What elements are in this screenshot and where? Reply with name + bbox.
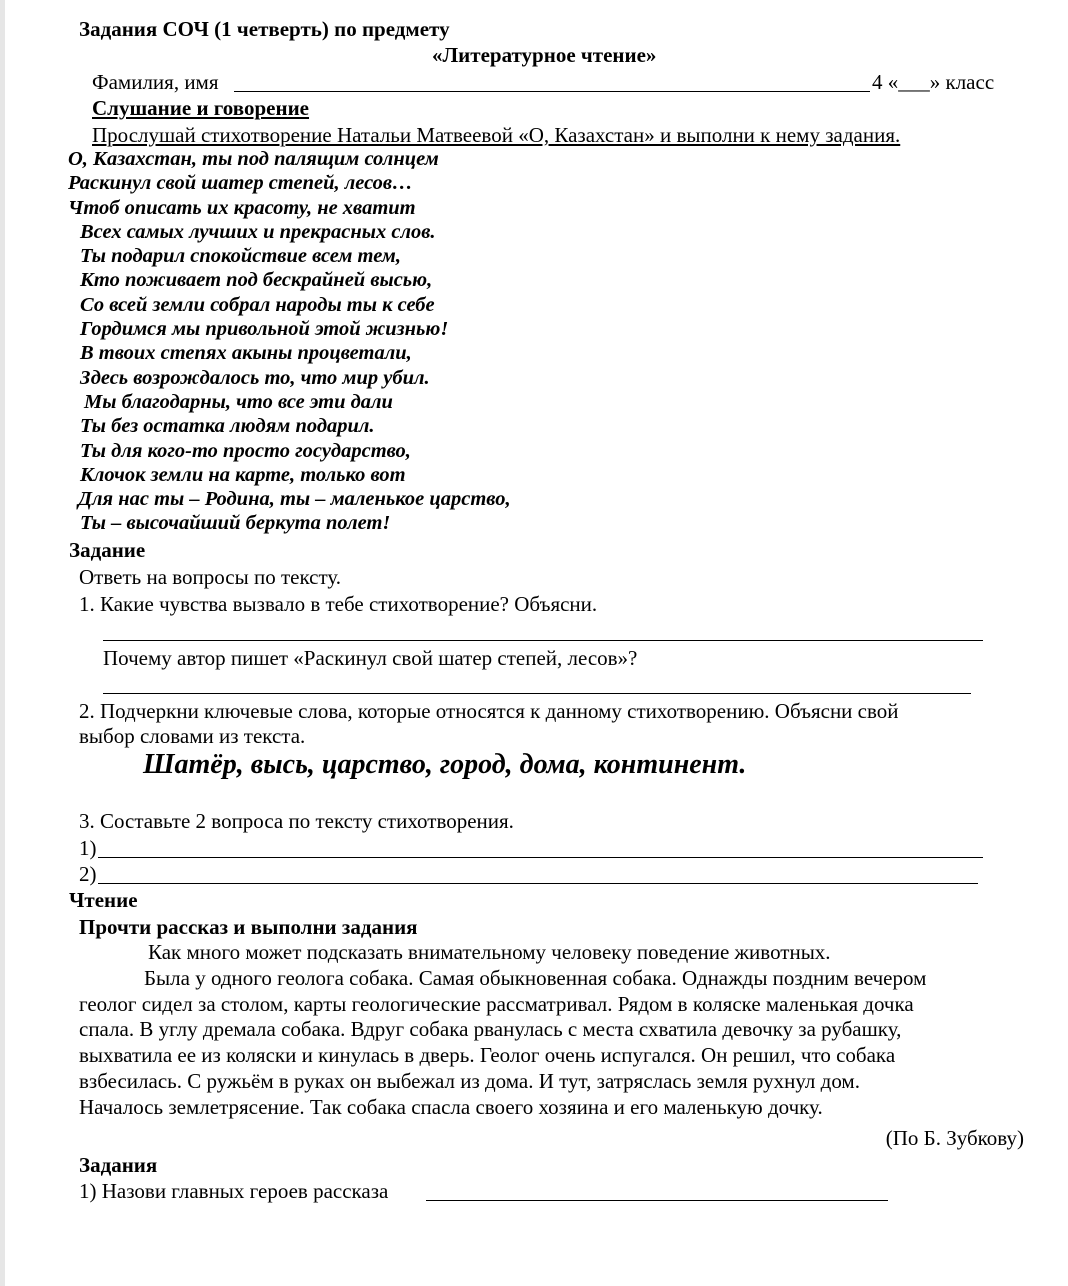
story-line: геолог сидел за столом, карты геологические рассматривал. Рядом в коляске маленькая дочка	[79, 991, 914, 1016]
poem-line: Ты без остатка людям подарил.	[80, 415, 375, 438]
listening-instruction: Прослушай стихотворение Натальи Матвеевой «О, Казахстан» и выполни к нему задания.	[92, 123, 901, 147]
poem-line: Чтоб описать их красоту, не хватит	[68, 196, 416, 219]
story-line: Была у одного геолога собака. Самая обыкновенная собака. Однажды поздним вечером	[144, 965, 927, 990]
blank-2-label: 2)	[79, 862, 97, 886]
name-blank-line[interactable]	[234, 91, 870, 92]
poem-line: Ты подарил спокойствие всем тем,	[80, 245, 401, 268]
listening-heading: Слушание и говорение	[92, 96, 310, 120]
poem-line: Кто поживает под бескрайней высью,	[80, 269, 433, 292]
subject-title: «Литературное чтение»	[432, 43, 657, 67]
task-intro: Ответь на вопросы по тексту.	[79, 565, 342, 589]
poem-line: Гордимся мы привольной этой жизнью!	[80, 318, 449, 341]
poem-line: Ты для кого-то просто государство,	[80, 439, 411, 462]
reading-heading: Чтение	[69, 888, 138, 912]
poem	[68, 147, 511, 536]
blank-line-2[interactable]	[98, 883, 978, 884]
story-line: Как много может подсказать внимательному человеку поведение животных.	[148, 940, 831, 964]
question-1-sub: Почему автор пишет «Раскинул свой шатер степей, лесов»?	[103, 646, 638, 670]
grade-label: 4 «___» класс	[872, 70, 995, 94]
poem-line: Для нас ты – Родина, ты – маленькое царство,	[78, 488, 511, 511]
poem-line: Со всей земли собрал народы ты к себе	[80, 293, 435, 316]
story-text	[79, 940, 926, 1121]
question-2-line1: 2. Подчеркни ключевые слова, которые относятся к данному стихотворению. Объясни свой	[79, 699, 899, 723]
story-line: Началось землетрясение. Так собака спасла своего хозяина и его маленькую дочку.	[79, 1094, 823, 1119]
keywords-line: Шатёр, высь, царство, город, дома, континент.	[143, 749, 747, 780]
page-title: Задания СОЧ (1 четверть) по предмету	[79, 17, 450, 41]
poem-line: О, Казахстан, ты под палящим солнцем	[68, 148, 439, 170]
reading-subheading: Прочти рассказ и выполни задания	[79, 915, 418, 939]
blank-line-1[interactable]	[98, 857, 983, 858]
question-1: 1. Какие чувства вызвало в тебе стихотворение? Объясни.	[79, 592, 598, 616]
page-edge	[0, 0, 5, 1286]
poem-line: Мы благодарны, что все эти дали	[84, 390, 393, 413]
answer-line-1[interactable]	[103, 640, 983, 641]
poem-line: Ты – высочайший беркута полет!	[80, 512, 391, 535]
task-heading: Задание	[69, 538, 146, 562]
poem-line: Здесь возрождалось то, что мир убил.	[80, 366, 430, 389]
reading-task-1: 1) Назови главных героев рассказа	[79, 1179, 389, 1203]
story-attribution: (По Б. Зубкову)	[885, 1126, 1024, 1150]
blank-1-label: 1)	[79, 836, 97, 860]
poem-line: Раскинул свой шатер степей, лесов…	[68, 172, 413, 195]
story-line: выхватила ее из коляски и кинулась в дверь. Геолог очень испугался. Он решил, что собака	[79, 1043, 896, 1068]
story-line: спала. В углу дремала собака. Вдруг собака рванулась с места схватила девочку за рубашку,	[79, 1017, 902, 1042]
question-2-line2: выбор словами из текста.	[79, 724, 306, 748]
poem-line: Клочок земли на карте, только вот	[80, 463, 406, 486]
question-3: 3. Составьте 2 вопроса по тексту стихотворения.	[79, 809, 514, 833]
poem-line: В твоих степях акыны процветали,	[80, 342, 412, 365]
reading-task-1-line[interactable]	[426, 1200, 888, 1201]
answer-line-1-sub[interactable]	[103, 693, 971, 694]
name-label: Фамилия, имя	[92, 70, 219, 94]
tasks-heading: Задания	[79, 1153, 158, 1177]
poem-line: Всех самых лучших и прекрасных слов.	[80, 220, 436, 243]
story-line: взбесилась. С ружьём в руках он выбежал из дома. И тут, затряслась земля рухнул дом.	[79, 1068, 860, 1093]
